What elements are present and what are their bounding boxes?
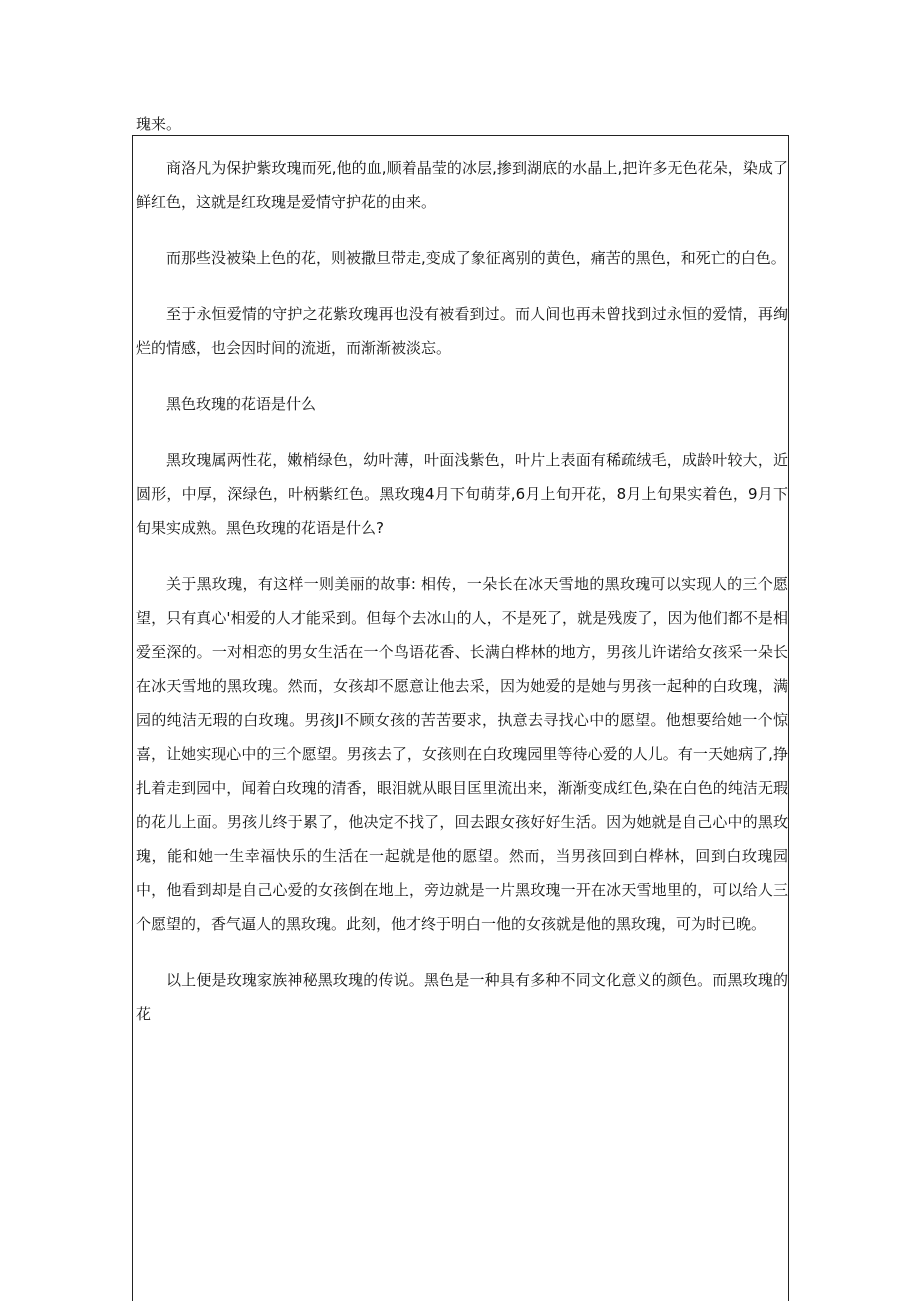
paragraph-black-rose-description: 黑玫瑰属两性花，嫩梢绿色，幼叶薄，叶面浅紫色，叶片上表面有稀疏绒毛，成龄叶较大，近圆形，中厚，深绿色，叶柄紫红色。黑玫瑰4月下旬萌芽,6月上旬开花，8月上旬果实着色，9月下旬果实成熟。黑色玫瑰的花语是什么? (136, 451, 788, 537)
paragraph-black-rose-story: 关于黑玫瑰，有这样一则美丽的故事: 相传，一朵长在冰天雪地的黑玫瑰可以实现人的三个愿望，只有真心'相爱的人才能采到。但每个去冰山的人，不是死了，就是残废了，因为他们都不是相爱至深的。一对相恋的男女生活在一个鸟语花香、长满白桦林的地方，男孩儿许诺给女孩采一朵长在冰天雪地的黑玫瑰。然而，女孩却不愿意让他去采，因为她爱的是她与男孩一起种的白玫瑰，满园的纯洁无瑕的白玫瑰。男孩JI不顾女孩的苦苦要求，执意去寻找心中的愿望。他想要给她一个惊喜，让她实现心中的三个愿望。男孩去了，女孩则在白玫瑰园里等待心爱的人儿。有一天她病了,挣扎着走到园中，闻着白玫瑰的清香，眼泪就从眼目匡里流出来，渐渐变成红色,染在白色的纯洁无瑕的花儿上面。男孩儿终于累了，他决定不找了，回去跟女孩好好生活。因为她就是自己心中的黑玫瑰，能和她一生幸福快乐的生活在一起就是他的愿望。然而，当男孩回到白桦林，回到白玫瑰园中，他看到却是自己心爱的女孩倒在地上，旁边就是一片黑玫瑰一开在冰天雪地里的，可以给人三个愿望的，香气逼人的黑玫瑰。此刻，他才终于明白一他的女孩就是他的黑玫瑰，可为时已晚。 (136, 575, 788, 933)
paragraph-legend-summary: 以上便是玫瑰家族神秘黑玫瑰的传说。黑色是一种具有多种不同文化意义的颜色。而黑玫瑰的花 (136, 971, 788, 1023)
table-cell-content (136, 151, 788, 1053)
section-heading: 黑色玫瑰的花语是什么 (166, 395, 317, 413)
carryover-text: 瑰来。 (136, 115, 182, 133)
paragraph-eternal-love: 至于永恒爱情的守护之花紫玫瑰再也没有被看到过。而人间也再未曾找到过永恒的爱情，再绚烂的情感，也会因时间的流逝，而渐渐被淡忘。 (136, 305, 788, 357)
paragraph-red-rose-origin: 商洛凡为保护紫玫瑰而死,他的血,顺着晶莹的冰层,掺到湖底的水晶上,把许多无色花朵，染成了鲜红色，这就是红玫瑰是爱情守护花的由来。 (136, 159, 788, 211)
paragraph-uncolored-flowers: 而那些没被染上色的花，则被撒旦带走,变成了象征离别的黄色，痛苦的黑色，和死亡的白色。 (166, 249, 786, 267)
